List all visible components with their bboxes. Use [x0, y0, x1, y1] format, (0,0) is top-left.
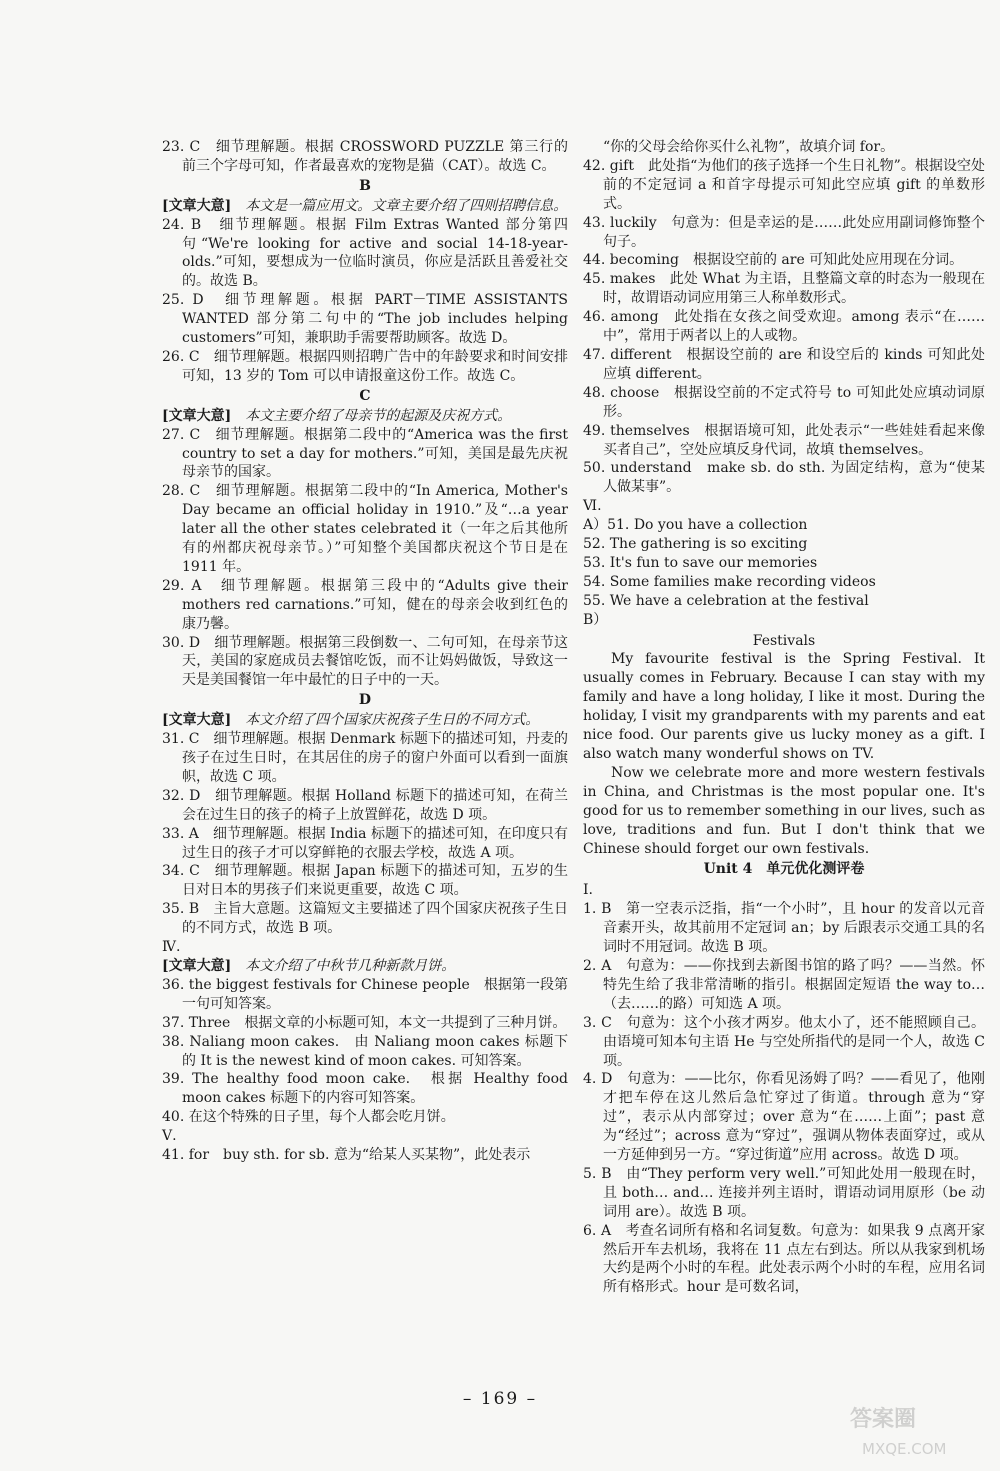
answer-36: 36. the biggest festivals for Chinese people 根据第一段第一句可知答案。	[162, 976, 568, 1012]
summary-iv	[162, 957, 568, 976]
unit-answer-3: 3. C 句意为：这个小孩才两岁。他太小了，还不能照顾自己。由语境可知本句主语 He 与空处所指代的是同一个人，故选 C 项。	[583, 1014, 985, 1069]
answer-25: 25. D 细节理解题。根据 PART－TIME ASSISTANTS WANTED 部分第二句中的“The job includes helping customers”可知，兼职助手需要帮助顾客。故选 D。	[162, 292, 568, 347]
unit-answer-1: 1. B 第一空表示泛指，指“一个小时”，且 hour 的发音以元音音素开头，故其前用不定冠词 an；by 后跟表示交通工具的名词时不用冠词。故选 B 项。	[583, 901, 985, 956]
summary-label: [文章大意]	[162, 197, 232, 214]
section-heading-iv: Ⅳ.	[162, 939, 181, 956]
answer-50: 50. understand make sb. do sth. 为固定结构，意为“使某人做某事”。	[583, 460, 985, 496]
essay-paragraph-1: My favourite festival is the Spring Festival. It usually comes in February. Because I can stay with my family and have a long holiday, I like it most. During the holiday, I visit my grandparents with my parents and eat nice food. Our parents give us lucky money as a gift. I also watch many wonderful shows on TV.	[583, 651, 985, 762]
answer-33: 33. A 细节理解题。根据 India 标题下的描述可知，在印度只有过生日的孩子才可以穿鲜艳的衣服去学校，故选 A 项。	[162, 825, 568, 861]
answer-23: 23. C 细节理解题。根据 CROSSWORD PUZZLE 第三行的前三个字母可知，作者最喜欢的宠物是猫（CAT）。故选 C。	[162, 139, 568, 174]
answer-41: 41. for buy sth. for sb. 意为“给某人买某物”，此处表示	[162, 1147, 531, 1164]
answer-40: 40. 在这个特殊的日子里，每个人都会吃月饼。	[162, 1109, 455, 1126]
answer-26: 26. C 细节理解题。根据四则招聘广告中的年龄要求和时间安排可知，13 岁的 Tom 可以申请报童这份工作。故选 C。	[162, 348, 568, 384]
unit-answer-6: 6. A 考查名词所有格和名词复数。句意为：如果我 9 点离开家然后开车去机场，我将在 11 点左右到达。所以从我家到机场大约是两个小时的车程。此处表示两个小时的车程，应用名词所有格形式。hour 是可数名词，	[583, 1222, 985, 1296]
summary-label: [文章大意]	[162, 957, 232, 974]
summary-label: [文章大意]	[162, 712, 232, 729]
answer-29: 29. A 细节理解题。根据第三段中的“Adults give their mothers red carnations.”可知，健在的母亲会收到红色的康乃馨。	[162, 577, 568, 632]
answer-32: 32. D 细节理解题。根据 Holland 标题下的描述可知，在荷兰会在过生日的孩子的椅子上放置鲜花，故选 D 项。	[162, 787, 568, 823]
answer-52: 52. The gathering is so exciting	[583, 536, 808, 553]
answer-42: 42. gift 此处指“为他们的孩子选择一个生日礼物”。根据设空处前的不定冠词 a 和首字母提示可知此空应填 gift 的单数形式。	[583, 157, 985, 212]
answer-46: 46. among 此处指在女孩之间受欢迎。among 表示“在……中”，常用于两者以上的人或物。	[583, 309, 985, 345]
answer-30: 30. D 细节理解题。根据第三段倒数一、二句可知，在母亲节这天，美国的家庭成员去餐馆吃饭，而不让妈妈做饭，导致这一天是美国餐馆一年中最忙的日子中的一天。	[162, 634, 568, 689]
answer-55: 55. We have a celebration at the festival	[583, 592, 869, 609]
unit-heading: Unit 4 单元优化测评卷	[703, 861, 865, 878]
summary-d	[162, 711, 568, 730]
answer-39: 39. The healthy food moon cake. 根据 Healthy food moon cakes 标题下的内容可知答案。	[162, 1071, 568, 1107]
summary-d-text: 本文介绍了四个国家庆祝孩子生日的不同方式。	[245, 712, 540, 729]
answer-48: 48. choose 根据设空前的不定式符号 to 可知此处应填动词原形。	[583, 384, 985, 420]
watermark-text: 答案圈	[850, 1407, 917, 1432]
answer-38: 38. Naliang moon cakes. 由 Naliang moon cakes 标题下的 It is the newest kind of moon cakes. 可知答案。	[162, 1033, 568, 1069]
answer-43: 43. luckily 句意为：但是幸运的是……此处应用副词修饰整个句子。	[583, 214, 985, 250]
essay-title: Festivals	[752, 632, 816, 649]
summary-label: [文章大意]	[162, 407, 232, 424]
summary-b-text: 本文是一篇应用文。文章主要介绍了四则招聘信息。	[245, 197, 568, 214]
answer-28: 28. C 细节理解题。根据第二段中的“In America, Mother's Day became an official holiday in 1910.”及“…a year later all the other states celebrated it（一年之后其他所有的州都庆祝母亲节。）”可知整个美国都庆祝这个节日是在 1911 年。	[162, 483, 568, 575]
answer-27: 27. C 细节理解题。根据第二段中的“America was the first country to set a day for mothers.”可知，美国是最先庆祝母亲节的国家。	[162, 426, 568, 481]
watermark-url: MXQE.COM	[862, 1440, 947, 1458]
essay-paragraph-2: Now we celebrate more and more western festivals in China, and Christmas is the most popular one. It's good for us to remember something in our lives, such as love, traditions and fun. But I don't think that we Chinese should forget our own festivals.	[583, 764, 985, 857]
section-heading-b: B	[359, 177, 371, 194]
answer-51: A）51. Do you have a collection	[583, 517, 808, 534]
answer-44: 44. becoming 根据设空前的 are 可知此处应用现在分词。	[583, 252, 964, 269]
answer-31: 31. C 细节理解题。根据 Denmark 标题下的描述可知，丹麦的孩子在过生日时，在其居住的房子的窗户外面可以看到一面旗帜，故选 C 项。	[162, 731, 568, 785]
unit-answer-4: 4. D 句意为：——比尔，你看见汤姆了吗？——看见了，他刚才把车停在这儿然后急忙穿过了街道。through 意为“穿过”，表示从内部穿过；over 意为“在……上面”；past 意为“经过”；across 意为“穿过”，强调从物体表面穿过，或从一方延伸到另一方。“穿过街道”应用 across。故选 D 项。	[583, 1071, 985, 1164]
answer-53: 53. It's fun to save our memories	[583, 554, 818, 571]
section-heading-v: Ⅴ.	[162, 1128, 177, 1145]
section-heading-d: D	[358, 692, 372, 709]
left-column	[162, 138, 568, 1165]
summary-c-text: 本文主要介绍了母亲节的起源及庆祝方式。	[245, 407, 512, 424]
unit-answer-5: 5. B 由“They perform very well.”可知此处用一般现在时，且 both… and… 连接并列主语时，谓语动词用原形（be 动词用 are）。故选 B 项。	[583, 1165, 985, 1220]
answer-35: 35. B 主旨大意题。这篇短文主要描述了四个国家庆祝孩子生日的不同方式，故选 B 项。	[162, 901, 568, 937]
right-column	[583, 138, 985, 1297]
summary-iv-text: 本文介绍了中秋节几种新款月饼。	[245, 957, 456, 974]
answer-47: 47. different 根据设空前的 are 和设空后的 kinds 可知此处应填 different。	[583, 346, 985, 382]
section-heading-vi: Ⅵ.	[583, 498, 602, 515]
page-number: – 169 –	[462, 1389, 538, 1409]
answer-41-continued: “你的父母会给你买什么礼物”，故填介词 for。	[603, 139, 895, 155]
answer-54: 54. Some families make recording videos	[583, 573, 876, 590]
summary-b	[162, 197, 568, 216]
unit-answer-2: 2. A 句意为：——你找到去新图书馆的路了吗？——当然。怀特先生给了我非常清晰的指引。根据固定短语 the way to…（去……的路）可知选 A 项。	[583, 957, 985, 1012]
section-heading-i: Ⅰ.	[583, 882, 593, 899]
summary-c	[162, 407, 568, 426]
answer-34: 34. C 细节理解题。根据 Japan 标题下的描述可知，五岁的生日对日本的男孩子们来说更重要，故选 C 项。	[162, 863, 568, 899]
section-heading-c: C	[359, 387, 371, 404]
answer-37: 37. Three 根据文章的小标题可知，本文一共提到了三种月饼。	[162, 1014, 567, 1031]
answer-49: 49. themselves 根据语境可知，此处表示“一些娃娃看起来像买者自己”，空处应填反身代词，故填 themselves。	[583, 422, 985, 458]
watermark-logo	[840, 1400, 990, 1465]
answer-45: 45. makes 此处 What 为主语，且整篇文章的时态为一般现在时，故谓语动词应用第三人称单数形式。	[583, 271, 985, 307]
part-b-label: B）	[583, 611, 608, 628]
answer-24: 24. B 细节理解题。根据 Film Extras Wanted 部分第四句“We're looking for active and social 14-18-year-olds.”可知，要想成为一位临时演员，你应是活跃且善爱社交的。故选 B。	[162, 216, 568, 290]
